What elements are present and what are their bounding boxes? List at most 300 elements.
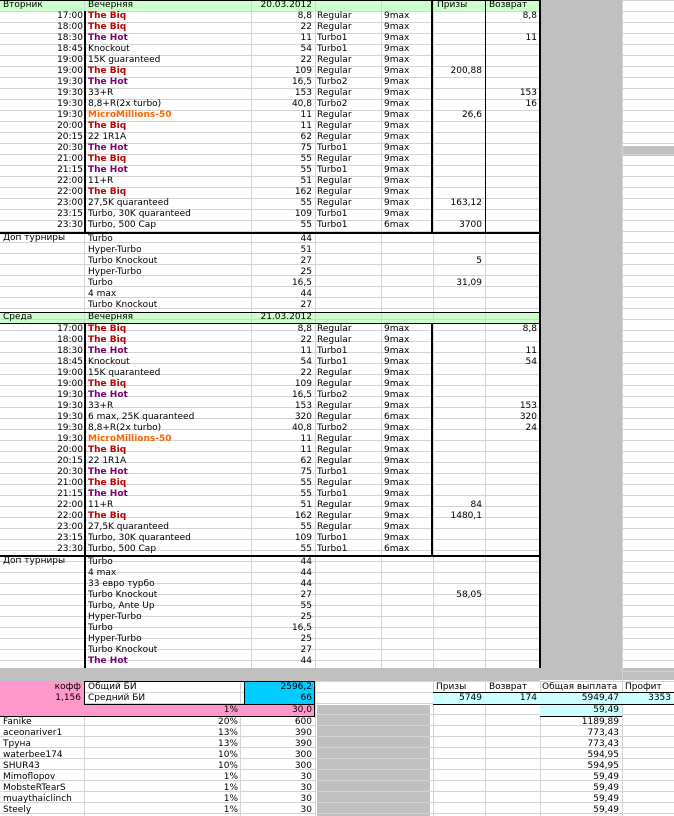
time-cell[interactable]: 19:00: [57, 379, 83, 389]
time-cell[interactable]: 19:30: [57, 77, 83, 87]
prize-cell[interactable]: 5: [476, 256, 482, 266]
time-cell[interactable]: 21:15: [57, 165, 83, 175]
prize-cell[interactable]: [434, 423, 482, 434]
tournament-name[interactable]: Turbo, 500 Cap: [88, 220, 157, 230]
player-name[interactable]: MobsteRTearS: [3, 783, 66, 793]
time-cell[interactable]: 18:45: [57, 44, 83, 54]
player-percent[interactable]: 1%: [223, 794, 238, 804]
profit-label[interactable]: Профит: [625, 682, 662, 692]
table-size-cell[interactable]: 9max: [384, 368, 410, 378]
day-label[interactable]: Среда: [3, 312, 33, 322]
speed-cell[interactable]: Turbo1: [317, 220, 348, 230]
table-size-cell[interactable]: 9max: [384, 187, 410, 197]
tournament-name[interactable]: MicroMillions-50: [88, 434, 172, 444]
player-amount[interactable]: 300: [294, 750, 312, 760]
table-size-cell[interactable]: 9max: [384, 99, 410, 109]
return-cell[interactable]: [486, 220, 537, 231]
table-size-cell[interactable]: 9max: [384, 489, 410, 499]
table-size-cell[interactable]: 9max: [384, 33, 410, 43]
player-name[interactable]: muaythaiclinch: [3, 794, 72, 804]
prize-cell[interactable]: [434, 143, 482, 154]
prize-cell[interactable]: [434, 357, 482, 368]
time-cell[interactable]: 19:30: [57, 434, 83, 444]
speed-cell[interactable]: Regular: [317, 522, 352, 532]
speed-cell[interactable]: Turbo2: [317, 99, 348, 109]
prize-cell[interactable]: [434, 579, 482, 590]
time-cell[interactable]: 20:30: [57, 467, 83, 477]
prize-cell[interactable]: [434, 335, 482, 346]
tournament-name[interactable]: The Hot: [88, 33, 128, 43]
date-label[interactable]: 20.03.2012: [260, 0, 312, 10]
table-size-cell[interactable]: 9max: [384, 121, 410, 131]
player-percent[interactable]: 1%: [223, 772, 238, 782]
buyin-cell[interactable]: 62: [300, 132, 312, 142]
slot-label[interactable]: Вечерняя: [88, 0, 133, 10]
prize-cell[interactable]: [434, 154, 482, 165]
extra-tournament[interactable]: Turbo Knockout: [88, 645, 158, 655]
payout-label[interactable]: Общая выплата: [542, 682, 618, 692]
speed-cell[interactable]: Regular: [317, 66, 352, 76]
prize-cell[interactable]: [434, 88, 482, 99]
speed-cell[interactable]: Turbo1: [317, 467, 348, 477]
speed-cell[interactable]: Regular: [317, 511, 352, 521]
return-cell[interactable]: [486, 187, 537, 198]
player-name[interactable]: aceonariver1: [3, 728, 63, 738]
time-cell[interactable]: 22:00: [57, 187, 83, 197]
extra-tournament[interactable]: The Hot: [88, 656, 128, 666]
returns-total[interactable]: 174: [519, 693, 537, 703]
tournament-name[interactable]: MicroMillions-50: [88, 110, 172, 120]
extra-tournament[interactable]: Turbo Knockout: [88, 300, 158, 310]
prize-cell[interactable]: [434, 368, 482, 379]
speed-cell[interactable]: Turbo1: [317, 165, 348, 175]
buyin-cell[interactable]: 25: [300, 267, 312, 277]
buyin-cell[interactable]: 40,8: [291, 99, 312, 109]
prize-cell[interactable]: 1480,1: [450, 511, 482, 521]
prize-cell[interactable]: [434, 22, 482, 33]
table-size-cell[interactable]: 9max: [384, 478, 410, 488]
speed-cell[interactable]: Regular: [317, 412, 352, 422]
return-cell[interactable]: 54: [525, 357, 537, 367]
buyin-cell[interactable]: 16,5: [291, 77, 312, 87]
prize-cell[interactable]: [434, 401, 482, 412]
speed-cell[interactable]: Turbo1: [317, 544, 348, 554]
returns-label[interactable]: Возврат: [489, 682, 528, 692]
return-cell[interactable]: [486, 445, 537, 456]
table-size-cell[interactable]: 9max: [384, 66, 410, 76]
return-cell[interactable]: 11: [525, 33, 537, 43]
time-cell[interactable]: 19:00: [57, 55, 83, 65]
koff-label[interactable]: кофф: [54, 682, 81, 692]
table-size-cell[interactable]: 9max: [384, 423, 410, 433]
buyin-cell[interactable]: 75: [300, 467, 312, 477]
time-cell[interactable]: 19:00: [57, 368, 83, 378]
tournament-name[interactable]: The Biq: [88, 11, 127, 21]
prize-cell[interactable]: [434, 434, 482, 445]
tournament-name[interactable]: The Hot: [88, 390, 128, 400]
prizes-total[interactable]: 5749: [459, 693, 482, 703]
profit-total[interactable]: 3353: [648, 693, 671, 703]
time-cell[interactable]: 20:15: [57, 132, 83, 142]
return-cell[interactable]: [486, 77, 537, 88]
prize-cell[interactable]: [434, 557, 482, 568]
time-cell[interactable]: 20:15: [57, 456, 83, 466]
player-payout[interactable]: 59,49: [593, 772, 619, 782]
date-label[interactable]: 21.03.2012: [260, 312, 312, 322]
return-cell[interactable]: [486, 456, 537, 467]
buyin-cell[interactable]: 22: [300, 368, 312, 378]
prize-cell[interactable]: [434, 121, 482, 132]
prize-cell[interactable]: [434, 187, 482, 198]
prize-cell[interactable]: [434, 267, 482, 278]
time-cell[interactable]: 23:15: [57, 533, 83, 543]
table-size-cell[interactable]: 9max: [384, 154, 410, 164]
day-label[interactable]: Вторник: [3, 0, 43, 10]
buyin-cell[interactable]: 16,5: [291, 278, 312, 288]
time-cell[interactable]: 18:45: [57, 357, 83, 367]
time-cell[interactable]: 20:00: [57, 445, 83, 455]
prize-cell[interactable]: 163,12: [450, 198, 482, 208]
speed-cell[interactable]: Turbo2: [317, 423, 348, 433]
buyin-cell[interactable]: 55: [300, 601, 312, 611]
table-size-cell[interactable]: 9max: [384, 401, 410, 411]
player-payout[interactable]: 773,43: [587, 739, 619, 749]
prize-cell[interactable]: [434, 209, 482, 220]
prize-cell[interactable]: [434, 456, 482, 467]
table-size-cell[interactable]: 9max: [384, 132, 410, 142]
buyin-cell[interactable]: 44: [300, 557, 312, 567]
speed-cell[interactable]: Regular: [317, 198, 352, 208]
time-cell[interactable]: 19:30: [57, 423, 83, 433]
time-cell[interactable]: 22:00: [57, 511, 83, 521]
prize-cell[interactable]: [434, 634, 482, 645]
return-cell[interactable]: 153: [519, 401, 537, 411]
time-cell[interactable]: 19:30: [57, 390, 83, 400]
speed-cell[interactable]: Regular: [317, 478, 352, 488]
prizes-label[interactable]: Призы: [436, 682, 467, 692]
buyin-cell[interactable]: 27: [300, 300, 312, 310]
prize-cell[interactable]: [434, 165, 482, 176]
time-cell[interactable]: 21:00: [57, 478, 83, 488]
tournament-name[interactable]: The Biq: [88, 22, 127, 32]
tournament-name[interactable]: Knockout: [88, 357, 130, 367]
prize-cell[interactable]: [434, 645, 482, 656]
tournament-name[interactable]: The Biq: [88, 187, 127, 197]
return-cell[interactable]: [486, 478, 537, 489]
table-size-cell[interactable]: 9max: [384, 346, 410, 356]
tournament-name[interactable]: The Biq: [88, 511, 127, 521]
time-cell[interactable]: 21:15: [57, 489, 83, 499]
time-cell[interactable]: 20:00: [57, 121, 83, 131]
tournament-name[interactable]: 22 1R1A: [88, 456, 127, 466]
extra-tournament[interactable]: Turbo: [88, 278, 113, 288]
prize-cell[interactable]: [434, 324, 482, 335]
table-size-cell[interactable]: 9max: [384, 467, 410, 477]
speed-cell[interactable]: Regular: [317, 445, 352, 455]
tournament-name[interactable]: The Biq: [88, 335, 127, 345]
tournament-name[interactable]: The Biq: [88, 66, 127, 76]
speed-cell[interactable]: Regular: [317, 110, 352, 120]
player-payout[interactable]: 59,49: [593, 805, 619, 815]
tournament-name[interactable]: 33+R: [88, 401, 114, 411]
prize-cell[interactable]: 26,6: [461, 110, 482, 120]
speed-cell[interactable]: Regular: [317, 401, 352, 411]
player-amount[interactable]: 30: [300, 805, 312, 815]
table-size-cell[interactable]: 6max: [384, 220, 410, 230]
speed-cell[interactable]: Regular: [317, 88, 352, 98]
table-size-cell[interactable]: 9max: [384, 165, 410, 175]
tournament-name[interactable]: 33+R: [88, 88, 114, 98]
prize-cell[interactable]: [434, 346, 482, 357]
prize-cell[interactable]: [434, 55, 482, 66]
buyin-cell[interactable]: 55: [300, 154, 312, 164]
buyin-cell[interactable]: 27: [300, 645, 312, 655]
prize-cell[interactable]: [434, 445, 482, 456]
prize-cell[interactable]: [434, 77, 482, 88]
speed-cell[interactable]: Regular: [317, 55, 352, 65]
return-cell[interactable]: [486, 22, 537, 33]
return-cell[interactable]: 11: [525, 346, 537, 356]
prize-cell[interactable]: [434, 623, 482, 634]
player-payout[interactable]: 59,49: [593, 783, 619, 793]
tournament-name[interactable]: 27,5K quaranteed: [88, 522, 169, 532]
player-percent[interactable]: 20%: [217, 717, 238, 727]
player-amount[interactable]: 600: [294, 717, 312, 727]
player-amount[interactable]: 30: [300, 794, 312, 804]
tournament-name[interactable]: The Biq: [88, 478, 127, 488]
total-bi-label[interactable]: Общий БИ: [88, 682, 137, 692]
table-size-cell[interactable]: 9max: [384, 335, 410, 345]
tournament-name[interactable]: The Biq: [88, 379, 127, 389]
extra-tournament[interactable]: 4 max: [88, 568, 117, 578]
buyin-cell[interactable]: 55: [300, 489, 312, 499]
table-size-cell[interactable]: 9max: [384, 522, 410, 532]
prize-cell[interactable]: 84: [470, 500, 482, 510]
buyin-cell[interactable]: 320: [294, 412, 312, 422]
time-cell[interactable]: 19:30: [57, 88, 83, 98]
buyin-cell[interactable]: 22: [300, 22, 312, 32]
extra-tournament[interactable]: Turbo, Ante Up: [88, 601, 155, 611]
extra-tournament[interactable]: Hyper-Turbo: [88, 267, 142, 277]
return-cell[interactable]: [486, 110, 537, 121]
prize-cell[interactable]: [434, 234, 482, 245]
buyin-cell[interactable]: 153: [294, 88, 312, 98]
time-cell[interactable]: 23:30: [57, 544, 83, 554]
buyin-cell[interactable]: 55: [300, 220, 312, 230]
avg-bi-value[interactable]: 66: [300, 693, 312, 703]
table-size-cell[interactable]: 9max: [384, 44, 410, 54]
extra-tournament[interactable]: Turbo: [88, 557, 113, 567]
prize-cell[interactable]: [434, 245, 482, 256]
return-cell[interactable]: [486, 176, 537, 187]
prize-cell[interactable]: 58,05: [456, 590, 482, 600]
speed-cell[interactable]: Regular: [317, 11, 352, 21]
prize-cell[interactable]: [434, 478, 482, 489]
extra-tournament[interactable]: Hyper-Turbo: [88, 245, 142, 255]
prize-cell[interactable]: [434, 289, 482, 300]
tournament-name[interactable]: 11+R: [88, 176, 114, 186]
time-cell[interactable]: 17:00: [57, 11, 83, 21]
buyin-cell[interactable]: 55: [300, 478, 312, 488]
player-name[interactable]: SHUR43: [3, 761, 40, 771]
prize-cell[interactable]: 3700: [459, 220, 482, 230]
prize-cell[interactable]: [434, 33, 482, 44]
return-cell[interactable]: [486, 154, 537, 165]
table-size-cell[interactable]: 9max: [384, 55, 410, 65]
player-amount[interactable]: 300: [294, 761, 312, 771]
time-cell[interactable]: 22:00: [57, 500, 83, 510]
extra-tournament[interactable]: Hyper-Turbo: [88, 612, 142, 622]
table-size-cell[interactable]: 9max: [384, 511, 410, 521]
return-cell[interactable]: [486, 544, 537, 555]
prize-cell[interactable]: [434, 568, 482, 579]
buyin-cell[interactable]: 162: [294, 187, 312, 197]
player-percent[interactable]: 1%: [223, 783, 238, 793]
speed-cell[interactable]: Regular: [317, 434, 352, 444]
table-size-cell[interactable]: 9max: [384, 445, 410, 455]
table-size-cell[interactable]: 6max: [384, 412, 410, 422]
payout-total[interactable]: 5949,47: [581, 693, 619, 703]
buyin-cell[interactable]: 44: [300, 568, 312, 578]
speed-cell[interactable]: Regular: [317, 324, 352, 334]
prize-cell[interactable]: [434, 44, 482, 55]
extra-tournament[interactable]: Turbo Knockout: [88, 256, 158, 266]
tournament-name[interactable]: 8,8+R(2x turbo): [88, 99, 162, 109]
buyin-cell[interactable]: 55: [300, 165, 312, 175]
tournament-name[interactable]: 27,5K quaranteed: [88, 198, 169, 208]
return-cell[interactable]: [486, 467, 537, 478]
extra-tournament[interactable]: Turbo: [88, 234, 113, 244]
buyin-cell[interactable]: 27: [300, 590, 312, 600]
table-size-cell[interactable]: 9max: [384, 77, 410, 87]
speed-cell[interactable]: Regular: [317, 368, 352, 378]
speed-cell[interactable]: Regular: [317, 379, 352, 389]
tournament-name[interactable]: Turbo, 500 Cap: [88, 544, 157, 554]
table-size-cell[interactable]: 9max: [384, 456, 410, 466]
buyin-cell[interactable]: 22: [300, 55, 312, 65]
table-size-cell[interactable]: 9max: [384, 209, 410, 219]
time-cell[interactable]: 18:30: [57, 346, 83, 356]
time-cell[interactable]: 19:00: [57, 66, 83, 76]
prize-cell[interactable]: [434, 544, 482, 555]
buyin-cell[interactable]: 8,8: [297, 11, 312, 21]
return-cell[interactable]: [486, 511, 537, 522]
prize-cell[interactable]: 31,09: [456, 278, 482, 288]
tournament-name[interactable]: 15K quaranteed: [88, 368, 161, 378]
return-cell[interactable]: [486, 121, 537, 132]
buyin-cell[interactable]: 27: [300, 256, 312, 266]
total-bi-value[interactable]: 2596,2: [280, 682, 312, 692]
player-amount[interactable]: 30: [300, 772, 312, 782]
buyin-cell[interactable]: 16,5: [291, 623, 312, 633]
prize-cell[interactable]: [434, 300, 482, 311]
buyin-cell[interactable]: 54: [300, 44, 312, 54]
koff-value[interactable]: 1,156: [55, 693, 81, 703]
player-payout[interactable]: 594,95: [587, 750, 619, 760]
speed-cell[interactable]: Regular: [317, 22, 352, 32]
speed-cell[interactable]: Regular: [317, 335, 352, 345]
prize-cell[interactable]: [434, 489, 482, 500]
buyin-cell[interactable]: 8,8: [297, 324, 312, 334]
player-name[interactable]: Труна: [3, 739, 31, 749]
speed-cell[interactable]: Regular: [317, 187, 352, 197]
time-cell[interactable]: 22:00: [57, 176, 83, 186]
buyin-cell[interactable]: 25: [300, 612, 312, 622]
player-percent[interactable]: 13%: [217, 728, 238, 738]
table-size-cell[interactable]: 9max: [384, 22, 410, 32]
prize-cell[interactable]: [434, 176, 482, 187]
extra-tournament[interactable]: Hyper-Turbo: [88, 634, 142, 644]
time-cell[interactable]: 23:00: [57, 522, 83, 532]
time-cell[interactable]: 19:30: [57, 110, 83, 120]
prize-cell[interactable]: 200,88: [450, 66, 482, 76]
prize-cell[interactable]: [434, 467, 482, 478]
table-size-cell[interactable]: 9max: [384, 533, 410, 543]
player-payout[interactable]: 59,49: [593, 794, 619, 804]
time-cell[interactable]: 19:30: [57, 401, 83, 411]
buyin-cell[interactable]: 153: [294, 401, 312, 411]
buyin-cell[interactable]: 11: [300, 445, 312, 455]
tournament-name[interactable]: The Biq: [88, 121, 127, 131]
speed-cell[interactable]: Turbo1: [317, 209, 348, 219]
prize-cell[interactable]: [434, 656, 482, 667]
buyin-cell[interactable]: 51: [300, 176, 312, 186]
return-cell[interactable]: [486, 66, 537, 77]
buyin-cell[interactable]: 44: [300, 656, 312, 666]
prize-cell[interactable]: [434, 99, 482, 110]
tournament-name[interactable]: 11+R: [88, 500, 114, 510]
payout-small[interactable]: 59,49: [593, 705, 619, 715]
speed-cell[interactable]: Turbo1: [317, 143, 348, 153]
tournament-name[interactable]: Knockout: [88, 44, 130, 54]
player-name[interactable]: Mimoflopov: [3, 772, 56, 782]
speed-cell[interactable]: Turbo1: [317, 44, 348, 54]
speed-cell[interactable]: Regular: [317, 456, 352, 466]
buyin-cell[interactable]: 109: [294, 209, 312, 219]
tournament-name[interactable]: The Hot: [88, 143, 128, 153]
avg-bi-label[interactable]: Средний БИ: [88, 693, 146, 703]
buyin-cell[interactable]: 75: [300, 143, 312, 153]
table-size-cell[interactable]: 9max: [384, 143, 410, 153]
buyin-cell[interactable]: 44: [300, 579, 312, 589]
slot-label[interactable]: Вечерняя: [88, 312, 133, 322]
return-cell[interactable]: 153: [519, 88, 537, 98]
time-cell[interactable]: 21:00: [57, 154, 83, 164]
buyin-cell[interactable]: 40,8: [291, 423, 312, 433]
buyin-cell[interactable]: 11: [300, 121, 312, 131]
return-cell[interactable]: 24: [525, 423, 537, 433]
prize-cell[interactable]: [434, 522, 482, 533]
buyin-cell[interactable]: 51: [300, 500, 312, 510]
player-amount[interactable]: 30: [300, 783, 312, 793]
player-payout[interactable]: 1189,89: [581, 717, 619, 727]
speed-cell[interactable]: Regular: [317, 132, 352, 142]
buyin-cell[interactable]: 109: [294, 379, 312, 389]
return-cell[interactable]: [486, 165, 537, 176]
player-percent[interactable]: 10%: [217, 750, 238, 760]
buyin-cell[interactable]: 55: [300, 522, 312, 532]
speed-cell[interactable]: Turbo1: [317, 357, 348, 367]
time-cell[interactable]: 20:30: [57, 143, 83, 153]
buyin-cell[interactable]: 11: [300, 434, 312, 444]
table-size-cell[interactable]: 9max: [384, 176, 410, 186]
return-cell[interactable]: [486, 368, 537, 379]
pct-value[interactable]: 1%: [223, 705, 238, 715]
player-amount[interactable]: 390: [294, 728, 312, 738]
buyin-cell[interactable]: 44: [300, 289, 312, 299]
return-cell[interactable]: [486, 209, 537, 220]
tournament-name[interactable]: 8,8+R(2x turbo): [88, 423, 162, 433]
